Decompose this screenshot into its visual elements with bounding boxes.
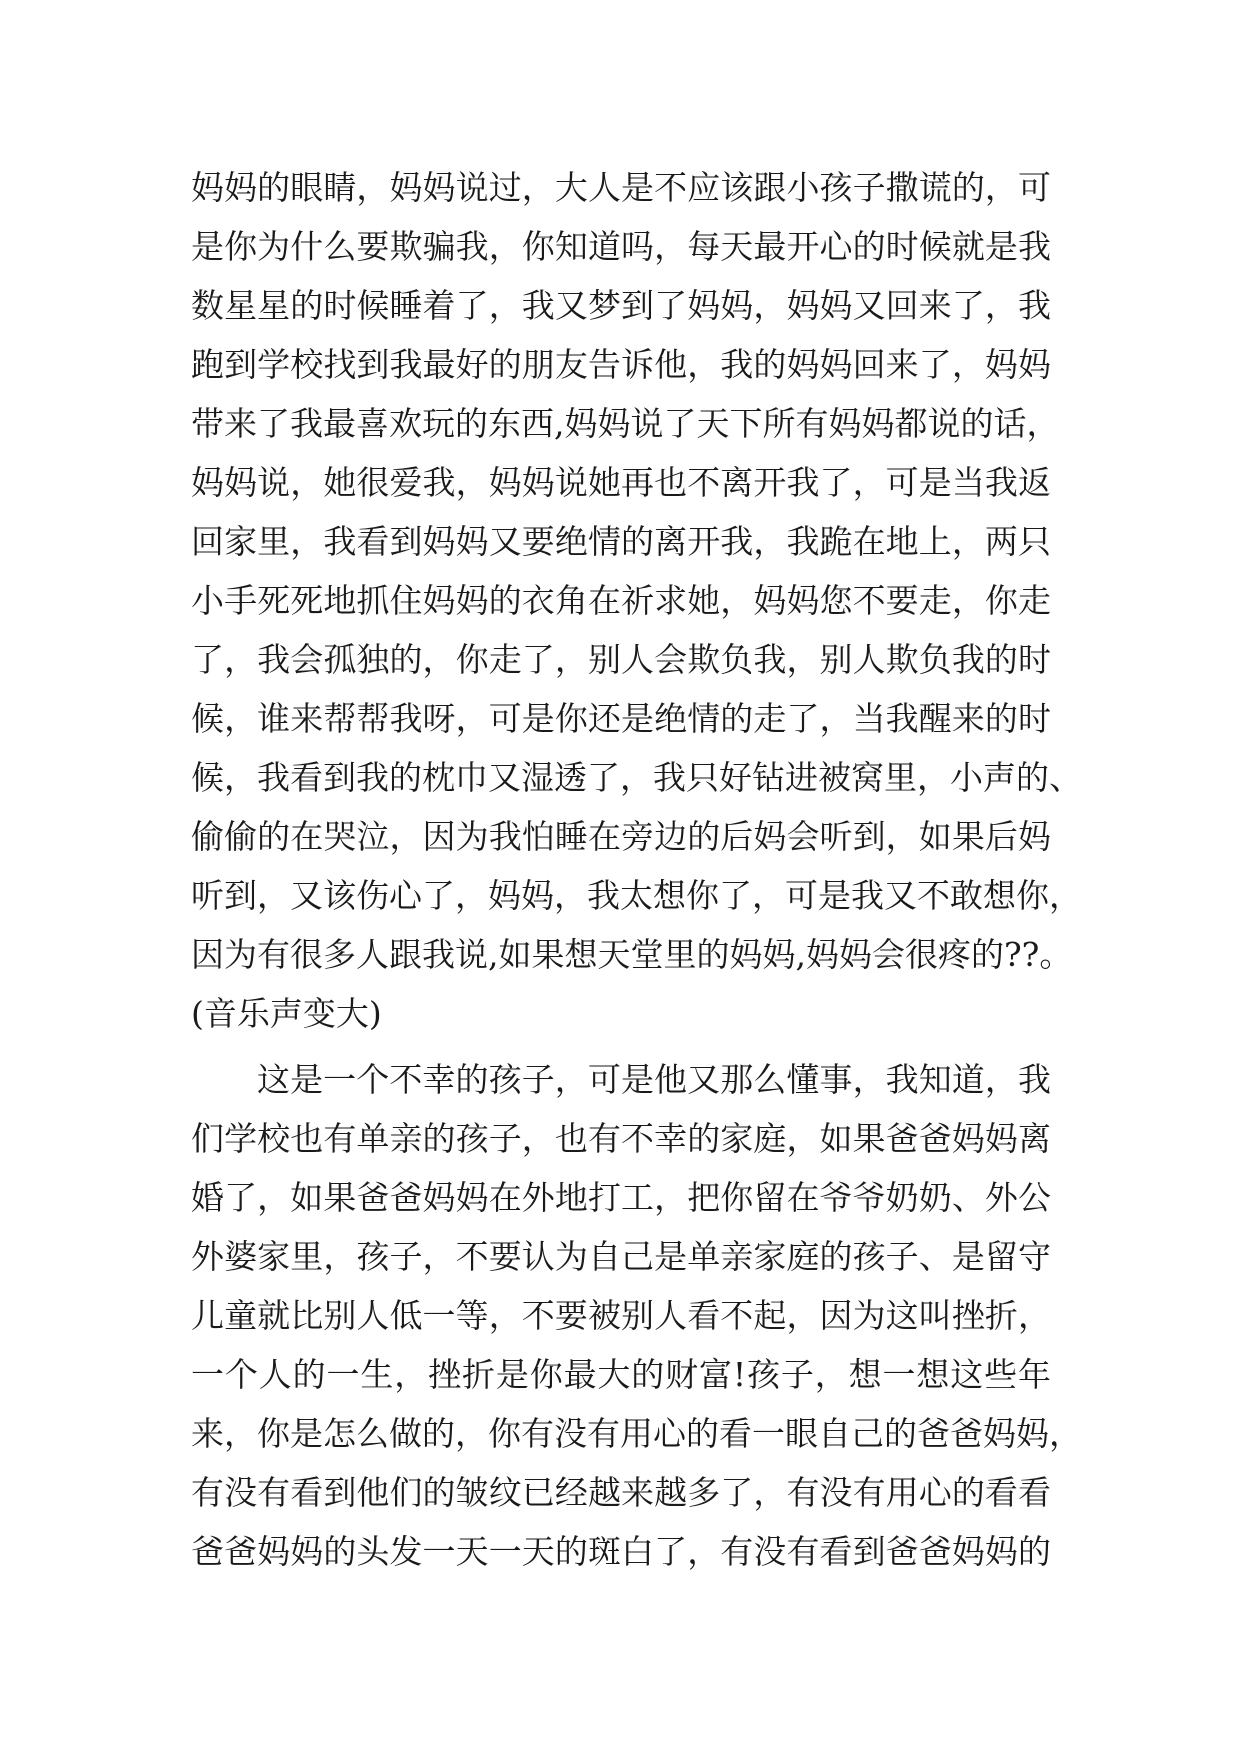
text-line: 们学校也有单亲的孩子，也有不幸的家庭，如果爸爸妈妈离	[191, 1119, 1051, 1158]
text-line: 候，我看到我的枕巾又湿透了，我只好钻进被窝里，小声的、	[191, 758, 1082, 797]
text-line: 是你为什么要欺骗我，你知道吗，每天最开心的时候就是我	[191, 227, 1051, 266]
text-line: 跑到学校找到我最好的朋友告诉他，我的妈妈回来了，妈妈	[191, 345, 1051, 384]
text-line: 因为有很多人跟我说,如果想天堂里的妈妈,妈妈会很疼的??。	[191, 935, 1073, 974]
text-line: 婚了，如果爸爸妈妈在外地打工，把你留在爷爷奶奶、外公	[191, 1178, 1051, 1217]
paragraph-2	[191, 1050, 1082, 1581]
text-line: 儿童就比别人低一等，不要被别人看不起，因为这叫挫折，	[191, 1296, 1051, 1335]
text-line: 回家里，我看到妈妈又要绝情的离开我，我跪在地上，两只	[191, 522, 1051, 561]
text-line: 一个人的一生，挫折是你最大的财富!孩子，想一想这些年	[191, 1355, 1051, 1394]
text-line: 听到，又该伤心了，妈妈，我太想你了，可是我又不敢想你，	[191, 876, 1082, 915]
text-line: 小手死死地抓住妈妈的衣角在祈求她，妈妈您不要走，你走	[191, 581, 1051, 620]
text-line: 外婆家里，孩子，不要认为自己是单亲家庭的孩子、是留守	[191, 1237, 1051, 1276]
text-line: 了，我会孤独的，你走了，别人会欺负我，别人欺负我的时	[191, 640, 1051, 679]
text-line: 这是一个不幸的孩子，可是他又那么懂事，我知道，我	[257, 1060, 1051, 1099]
body-text	[191, 158, 1082, 1581]
text-line: 来，你是怎么做的，你有没有用心的看一眼自己的爸爸妈妈，	[191, 1414, 1082, 1453]
text-line: (音乐声变大)	[191, 994, 382, 1033]
text-line: 爸爸妈妈的头发一天一天的斑白了，有没有看到爸爸妈妈的	[191, 1532, 1051, 1571]
paragraph-1	[191, 158, 1082, 1043]
text-line: 妈妈的眼睛，妈妈说过，大人是不应该跟小孩子撒谎的，可	[191, 168, 1051, 207]
text-line: 有没有看到他们的皱纹已经越来越多了，有没有用心的看看	[191, 1473, 1051, 1512]
text-line: 带来了我最喜欢玩的东西,妈妈说了天下所有妈妈都说的话，	[191, 404, 1060, 443]
text-line: 数星星的时候睡着了，我又梦到了妈妈，妈妈又回来了，我	[191, 286, 1051, 325]
text-line: 候，谁来帮帮我呀，可是你还是绝情的走了，当我醒来的时	[191, 699, 1051, 738]
paragraph-gap	[191, 1043, 1051, 1050]
text-line: 偷偷的在哭泣，因为我怕睡在旁边的后妈会听到，如果后妈	[191, 817, 1051, 856]
text-line: 妈妈说，她很爱我，妈妈说她再也不离开我了，可是当我返	[191, 463, 1051, 502]
